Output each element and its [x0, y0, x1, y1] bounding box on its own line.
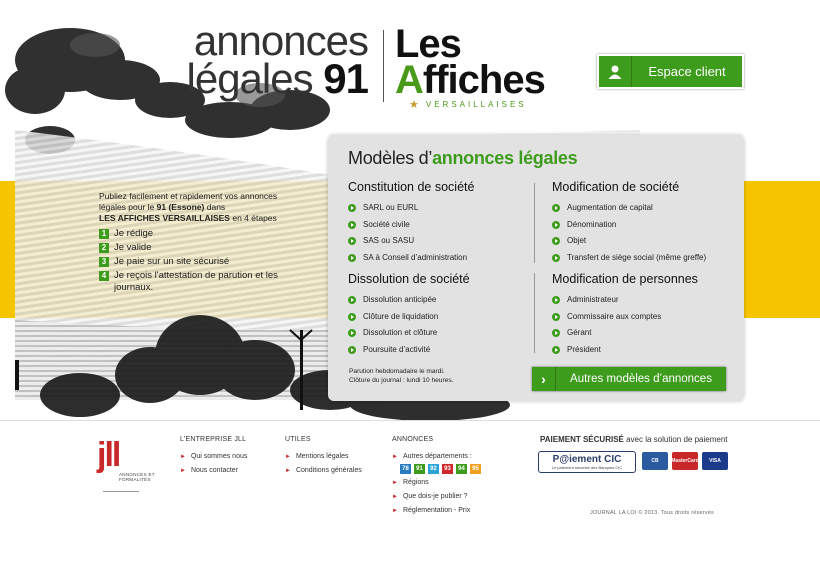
arrow-bullet-icon — [348, 329, 356, 337]
step-label: Je reçois l'attestation de parution et les journaux. — [114, 270, 278, 293]
footer-link[interactable] — [392, 490, 481, 504]
logo-divider — [383, 30, 384, 102]
annonce-link-label: Dissolution anticipée — [363, 295, 437, 304]
annonce-link[interactable] — [552, 233, 742, 250]
footer-link-label: Régions — [402, 479, 429, 486]
annonce-link[interactable] — [348, 309, 538, 326]
visa-card-icon: VISA — [702, 452, 728, 470]
annonce-link-label: Objet — [567, 236, 587, 245]
jll-mark: jll — [97, 436, 120, 474]
arrow-bullet-icon — [552, 313, 560, 321]
panel-title-bold: annonces légales — [432, 148, 578, 168]
annonce-link[interactable] — [552, 200, 742, 217]
footer-col-annonces — [392, 436, 481, 518]
annonce-link[interactable] — [348, 200, 538, 217]
section-title: Dissolution de société — [348, 272, 470, 286]
annonce-link[interactable] — [348, 217, 538, 234]
annonce-link-label: Poursuite d’activité — [363, 344, 431, 354]
logo-affiches — [395, 58, 555, 102]
annonce-link-label: SARL ou EURL — [363, 203, 419, 212]
logo-legales-text: légales — [186, 55, 313, 102]
arrow-bullet-icon — [348, 313, 356, 321]
cb-card-icon: CB — [642, 452, 668, 470]
arrow-bullet-icon — [348, 204, 356, 212]
footer-link[interactable] — [285, 450, 362, 464]
intro-text-before: Publiez facilement et rapidement vos annonces légales pour le — [99, 191, 278, 212]
department-badge[interactable]: 94 — [456, 464, 467, 474]
footer-link[interactable] — [392, 450, 481, 464]
panel-title-prefix: Modèles d’ — [348, 148, 433, 168]
steps-list — [99, 228, 289, 296]
arrow-bullet-icon — [348, 346, 356, 354]
annonce-link-label: Gérant — [567, 328, 592, 337]
logo-department-number: 91 — [323, 55, 368, 102]
department-badge[interactable]: 92 — [428, 464, 439, 474]
annonce-link[interactable] — [348, 325, 538, 342]
annonce-link-label: Augmentation de capital — [567, 203, 653, 212]
footer-link-label: Que dois-je publier ? — [402, 493, 468, 500]
user-icon — [599, 56, 632, 87]
arrow-right-icon: ► — [180, 454, 186, 460]
step-number: 3 — [99, 257, 109, 267]
department-badge[interactable]: 78 — [400, 464, 411, 474]
chevron-right-icon: › — [532, 367, 556, 391]
footer-link-label: Conditions générales — [295, 467, 362, 474]
arrow-bullet-icon — [348, 237, 356, 245]
annonce-link-label: Dénomination — [567, 219, 617, 229]
annonce-link-label: SA à Conseil d’administration — [363, 252, 468, 262]
jll-logo[interactable] — [97, 438, 157, 492]
logo-affiches-rest: ffiches — [422, 58, 545, 102]
intro-text-mid: dans — [204, 202, 226, 212]
annonce-link-label: Clôture de liquidation — [363, 311, 439, 321]
intro-paper-name: LES AFFICHES VERSAILLAISES — [99, 213, 230, 223]
copyright: JOURNAL LA LOI © 2013. Tous droits réservés — [590, 510, 714, 516]
annonce-link[interactable] — [552, 325, 742, 342]
footer-link[interactable] — [285, 464, 362, 478]
annonce-link[interactable] — [552, 342, 742, 359]
annonce-link-label: Transfert de siège social (même greffe) — [567, 252, 707, 262]
footer-col-title: L’ENTREPRISE JLL — [180, 436, 247, 443]
step-number: 1 — [99, 229, 109, 239]
footer-link[interactable] — [180, 450, 247, 464]
annonce-link[interactable] — [348, 233, 538, 250]
intro-text — [99, 191, 289, 224]
annonce-link-label: Administrateur — [567, 295, 619, 304]
logo-affiches-a: A — [395, 58, 423, 102]
step-label: Je paie sur un site sécurisé — [114, 256, 230, 267]
department-badges — [400, 464, 481, 474]
annonce-link-label: Président — [567, 344, 601, 354]
footer-link[interactable] — [180, 464, 247, 478]
footer-link-label: Mentions légales — [295, 453, 349, 460]
arrow-bullet-icon — [348, 221, 356, 229]
logo-les: Les — [395, 22, 461, 66]
department-badge[interactable]: 95 — [470, 464, 481, 474]
footer-link[interactable] — [392, 476, 481, 490]
footer-link-label: Autres départements : — [402, 453, 472, 460]
annonce-link-label: Dissolution et clôture — [363, 328, 438, 337]
arrow-right-icon: ► — [285, 468, 291, 474]
annonce-link-label: Société civile — [363, 219, 410, 229]
footer-col-title: ANNONCES — [392, 436, 434, 443]
footer-link[interactable] — [392, 504, 481, 518]
card-logos — [642, 452, 728, 470]
arrow-bullet-icon — [552, 237, 560, 245]
annonce-link-label: Commissaire aux comptes — [567, 311, 662, 321]
arrow-right-icon: ► — [392, 508, 398, 514]
footer-link-label: Qui sommes nous — [190, 453, 248, 460]
espace-client-label: Espace client — [648, 64, 726, 79]
annonce-link[interactable] — [348, 292, 538, 309]
annonce-link[interactable] — [552, 250, 742, 267]
footer — [0, 420, 820, 581]
step-item — [99, 270, 289, 294]
annonce-link-label: SAS ou SASU — [363, 236, 415, 245]
step-number: 4 — [99, 271, 109, 281]
annonce-link[interactable] — [552, 309, 742, 326]
panel-title — [348, 148, 577, 169]
step-label: Je rédige — [114, 228, 154, 239]
cloture-line: Clôture du journal : lundi 10 heures. — [349, 377, 454, 384]
arrow-right-icon: ► — [392, 480, 398, 486]
annonce-link[interactable] — [348, 342, 538, 359]
autres-modeles-label: Autres modèles d’annonces — [570, 373, 712, 385]
arrow-bullet-icon — [552, 296, 560, 304]
annonce-link[interactable] — [552, 217, 742, 234]
arrow-bullet-icon — [552, 254, 560, 262]
jll-rule — [103, 491, 139, 492]
payment-title — [540, 435, 728, 444]
section-constitution — [348, 180, 538, 266]
section-title: Modification de personnes — [552, 272, 698, 286]
section-dissolution — [348, 272, 538, 358]
department-badge[interactable]: 91 — [414, 464, 425, 474]
star-icon: ★ — [409, 99, 422, 111]
footer-col-entreprise — [180, 436, 247, 478]
payment-title-rest: avec la solution de paiement — [626, 435, 728, 444]
paiement-cic-logo — [538, 451, 636, 473]
intro-text-after: en 4 étapes — [229, 213, 277, 223]
arrow-right-icon: ► — [392, 494, 398, 500]
cic-label: P@iement CIC — [552, 454, 622, 465]
step-item — [99, 242, 289, 254]
logo-les-affiches-versaillaises[interactable] — [395, 22, 555, 111]
section-modification-societe — [552, 180, 742, 266]
modeles-panel — [328, 135, 744, 401]
footer-link-label: Nous contacter — [190, 467, 239, 474]
step-item — [99, 228, 289, 240]
intro-department: 91 (Essone) — [156, 202, 205, 212]
arrow-bullet-icon — [348, 296, 356, 304]
parution-info — [349, 367, 453, 385]
cic-subtitle: Le paiement sécurisé des Banques CIC — [551, 465, 623, 470]
logo-annonces-legales-91[interactable] — [168, 17, 368, 102]
parution-line: Parution hebdomadaire le mardi. — [349, 368, 445, 375]
autres-modeles-button[interactable] — [532, 367, 726, 391]
step-item — [99, 256, 289, 268]
arrow-bullet-icon — [348, 254, 356, 262]
footer-link-label: Réglementation - Prix — [402, 507, 471, 514]
arrow-bullet-icon — [552, 221, 560, 229]
arrow-right-icon: ► — [285, 454, 291, 460]
arrow-right-icon: ► — [180, 468, 186, 474]
payment-title-bold: PAIEMENT SÉCURISÉ — [540, 435, 624, 444]
annonce-link[interactable] — [552, 292, 742, 309]
department-badge[interactable]: 93 — [442, 464, 453, 474]
mastercard-icon: MasterCard — [672, 452, 698, 470]
footer-col-title: UTILES — [285, 436, 311, 443]
jll-subtitle: ANNONCES ET FORMALITÉS — [119, 472, 155, 482]
arrow-right-icon: ► — [392, 454, 398, 460]
footer-col-utiles — [285, 436, 362, 478]
logo-versaillaises-text: VERSAILLAISES — [425, 100, 527, 109]
logo-line-legales — [168, 55, 368, 102]
arrow-bullet-icon — [552, 204, 560, 212]
espace-client-button[interactable] — [597, 54, 744, 89]
section-title: Constitution de société — [348, 180, 475, 194]
logo-line-annonces: annonces — [193, 17, 368, 64]
step-number: 2 — [99, 243, 109, 253]
section-title: Modification de société — [552, 180, 680, 194]
section-modification-personnes — [552, 272, 742, 358]
arrow-bullet-icon — [552, 346, 560, 354]
step-label: Je valide — [114, 242, 152, 253]
annonce-link[interactable] — [348, 250, 538, 267]
arrow-bullet-icon — [552, 329, 560, 337]
